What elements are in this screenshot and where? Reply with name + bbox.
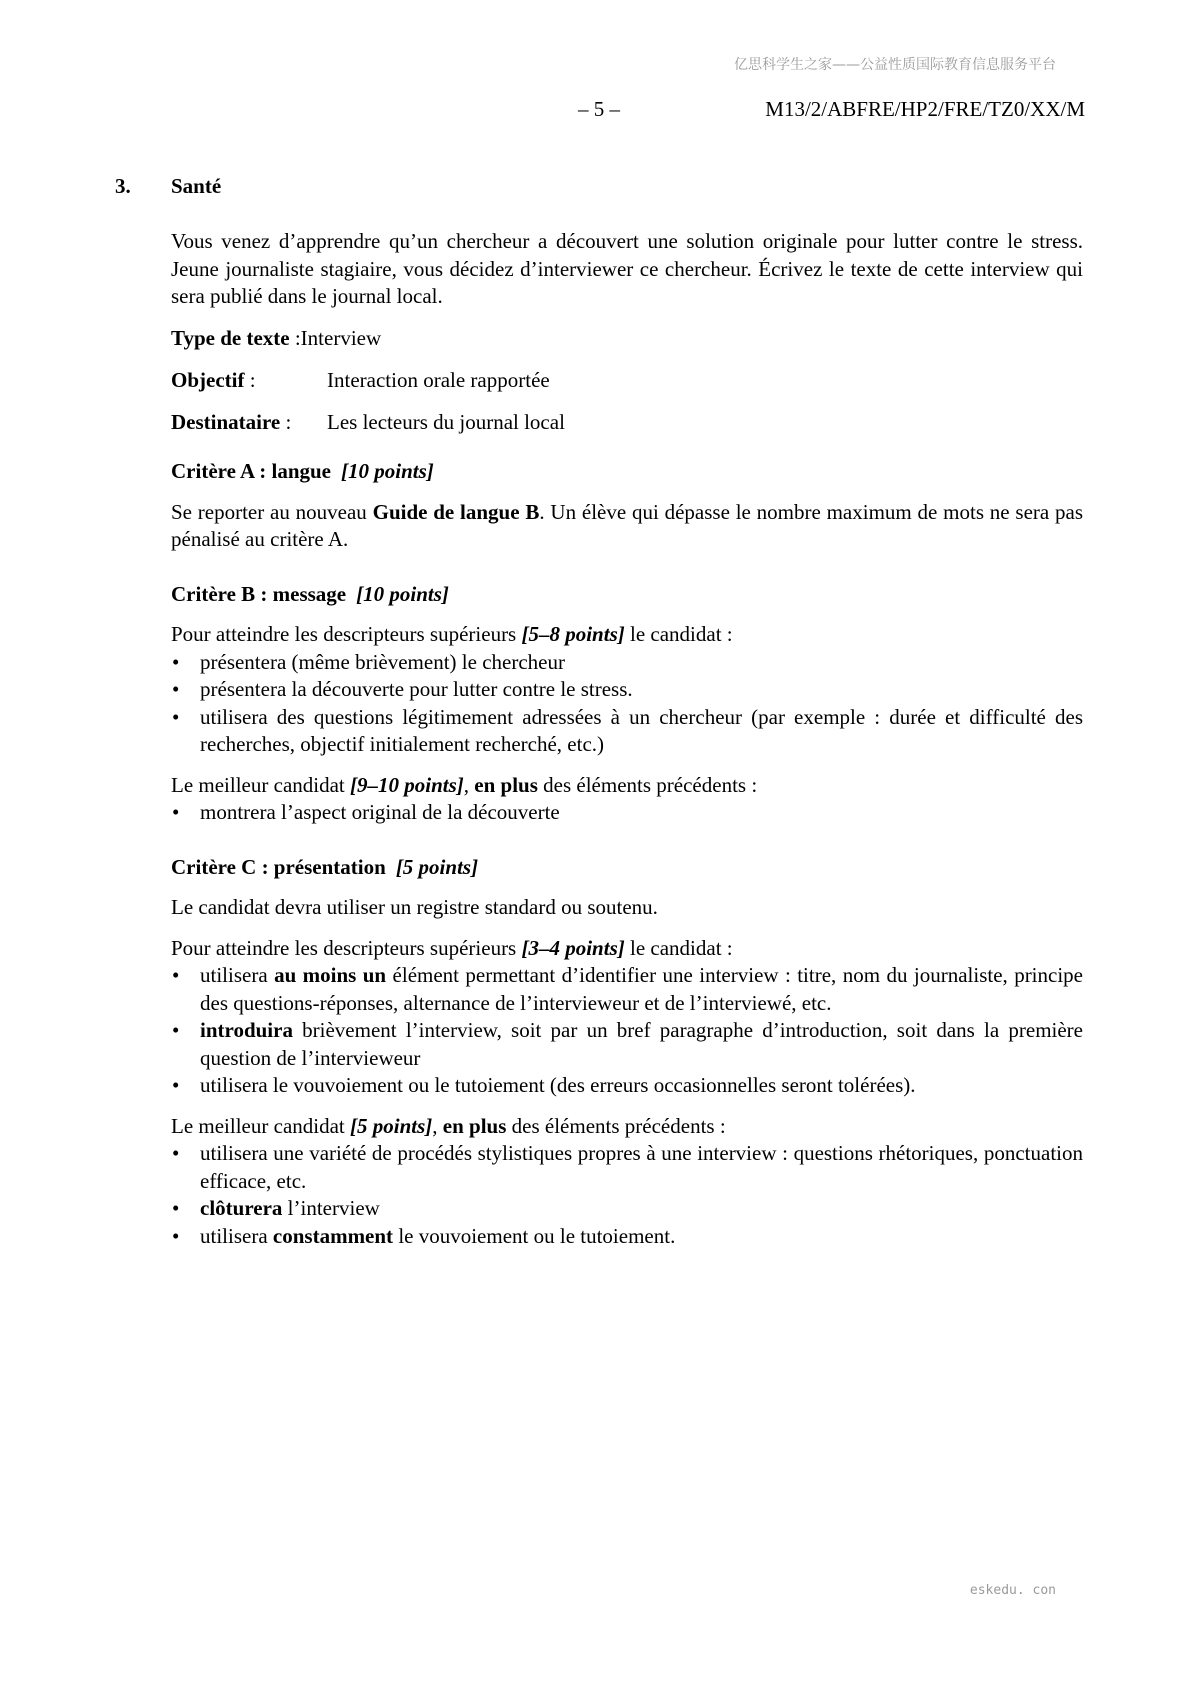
criterion-c-register: Le candidat devra utiliser un registre standard ou soutenu. — [171, 895, 658, 919]
criterion-a-title: Critère A : langue [10 points] — [171, 459, 434, 483]
criterion-c-title: Critère C : présentation [5 points] — [171, 854, 479, 879]
field-type — [171, 325, 1083, 353]
document-code: M13/2/ABFRE/HP2/FRE/TZ0/XX/M — [765, 97, 1085, 121]
question-number: 3. — [115, 174, 131, 198]
list-item: • utilisera le vouvoiement ou le tutoiement (des erreurs occasionnelles seront tolérées). — [171, 1072, 1083, 1100]
list-item: • utilisera une variété de procédés stylistiques propres à une interview : questions rhétoriques, ponctuation efficace, etc. — [171, 1140, 1083, 1195]
field-type-value: Interview — [300, 325, 382, 350]
criterion-c-upper-list — [171, 962, 1083, 1100]
field-objectif-label: Objectif : — [171, 367, 256, 392]
criterion-c-lead-best: Le meilleur candidat [5 points], en plus des éléments précédents : — [171, 1113, 726, 1138]
list-item: • introduira brièvement l’interview, soit par un bref paragraphe d’introduction, soit dans la première question de l’intervieweur — [171, 1017, 1083, 1072]
watermark-bottom: eskedu. con — [969, 1583, 1056, 1598]
field-destinataire-label: Destinataire : — [171, 409, 292, 434]
criterion-b-lead-best: Le meilleur candidat [9–10 points], en plus des éléments précédents : — [171, 772, 758, 797]
criterion-c-best-list — [171, 1140, 1083, 1250]
list-item: • présentera (même brièvement) le chercheur — [171, 649, 1083, 677]
list-item: • présentera la découverte pour lutter contre le stress. — [171, 676, 1083, 704]
list-item: • utilisera constamment le vouvoiement ou le tutoiement. — [171, 1223, 1083, 1251]
criterion-b-best-list — [171, 799, 1083, 827]
criterion-b-upper-list — [171, 649, 1083, 759]
field-objectif — [171, 367, 1083, 395]
criterion-b-lead-upper: Pour atteindre les descripteurs supérieurs [5–8 points] le candidat : — [171, 622, 733, 646]
criterion-b-title: Critère B : message [10 points] — [171, 581, 449, 606]
criterion-c-lead-upper: Pour atteindre les descripteurs supérieurs [3–4 points] le candidat : — [171, 935, 733, 960]
field-type-label: Type de texte : — [171, 325, 301, 350]
page-number: – 5 – — [578, 97, 620, 121]
watermark-top: 亿思科学生之家——公益性质国际教育信息服务平台 — [734, 57, 1056, 73]
question-title: Santé — [171, 174, 222, 198]
list-item: • utilisera des questions légitimement adressées à un chercheur (par exemple : durée et difficulté des recherches, objectif initialement recherché, etc.) — [171, 704, 1083, 759]
field-objectif-value: Interaction orale rapportée — [327, 367, 550, 392]
list-item: • utilisera au moins un élément permettant d’identifier une interview : titre, nom du journaliste, principe des questions-réponses, alternance de l’intervieweur et de l’interviewé, etc. — [171, 962, 1083, 1017]
criterion-a-text: Se reporter au nouveau Guide de langue B. Un élève qui dépasse le nombre maximum de mots ne sera pas pénalisé au critère A. — [171, 499, 1084, 551]
field-destinataire — [171, 409, 1083, 437]
list-item: • montrera l’aspect original de la découverte — [171, 799, 1083, 827]
list-item: • clôturera l’interview — [171, 1195, 1083, 1223]
question-body — [171, 228, 1083, 1250]
question-intro: Vous venez d’apprendre qu’un chercheur a découvert une solution originale pour lutter contre le stress. Jeune journaliste stagiaire, vous décidez d’interviewer ce chercheur. Écrivez le texte de cette interview qui sera publié dans le journal local. — [171, 229, 1083, 308]
field-destinataire-value: Les lecteurs du journal local — [327, 409, 565, 434]
